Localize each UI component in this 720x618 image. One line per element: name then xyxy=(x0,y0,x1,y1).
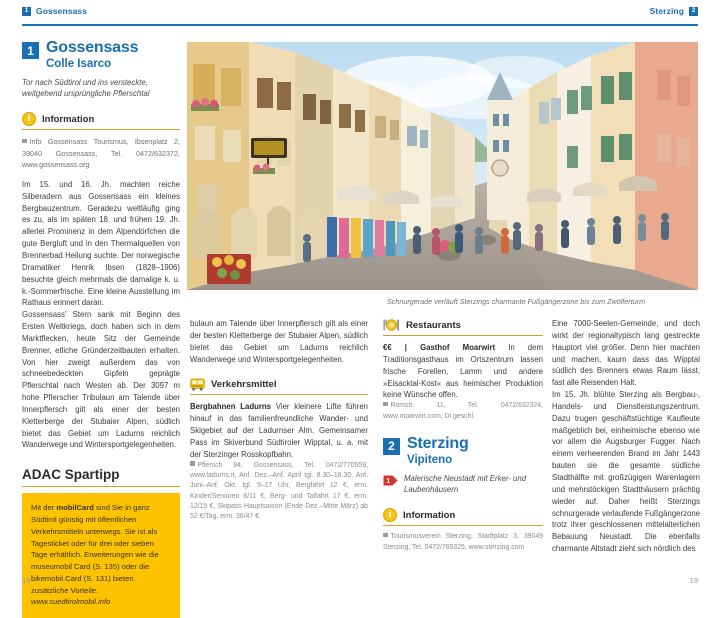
bus-icon xyxy=(190,378,205,391)
plate-icon xyxy=(383,318,400,332)
running-header xyxy=(0,0,720,22)
gossensass-subtitle: Tor nach Südtirol und ins versteckte, weitgehend ursprüngliche Pflerschtal xyxy=(22,77,150,99)
header-left-badge: 1 xyxy=(22,7,31,16)
page-number-right: 19 xyxy=(689,576,698,585)
sterzing-highlight-text: Malerische Neustadt mit Erker- und Laubenhäusern xyxy=(404,473,527,495)
column-two xyxy=(190,318,368,523)
restaurant-details-body: Romstr. 11, Tel. 0472/632324, www.moarwirt.com, Di geschl. xyxy=(383,402,543,420)
header-right-badge: 2 xyxy=(689,7,698,16)
sterzing-highlight xyxy=(383,473,543,496)
section-rule xyxy=(383,335,543,336)
street-photo xyxy=(187,42,698,290)
gossensass-body-two-cont: bulaun am Talende über Innerpflersch gilt als einer der besten Kletterberge der Stubaier Alpen, südlich bietet das Gebiet um Ladurns reichlich Wanderwege und Wintersportgelegenheiten. xyxy=(190,319,368,364)
transport-entry-name: Bergbahnen Ladurns xyxy=(190,402,272,412)
section-rule xyxy=(22,129,180,130)
section-rule xyxy=(190,394,368,395)
page-number-left: 18 xyxy=(22,576,31,585)
restaurant-entry-details xyxy=(383,401,543,422)
square-bullet-icon xyxy=(383,533,388,538)
transport-details-body: Pflersch 94, Gossensass, Tel. 0472/770559, www.ladurns.it, Anf. Dez.–Anf. April tgl. 8.30–16.30, Anf. Juni–Anf. Okt. tgl. 9–17 Uhr, Bergfahrt 12 €, erm. Kinder/Senioren 8/11 €, Berg- und Talfahrt 17 €, erm. 12/15 €, Skipass Hauptsaison (Ende Dez.–Mitte März) ab 52 €/Tag, erm. 36/47 €. xyxy=(190,461,368,521)
square-bullet-icon xyxy=(383,402,388,407)
header-left-label: Gossensass xyxy=(36,6,88,16)
transport-entry-details xyxy=(190,461,368,523)
gossensass-badge: 1 xyxy=(22,42,39,59)
adac-tip-url[interactable]: www.suedtirolmobil.info xyxy=(31,597,111,607)
gossensass-title xyxy=(22,40,180,70)
sterzing-information-label: Information xyxy=(403,509,456,521)
sterzing-information-head xyxy=(383,508,543,522)
transport-entry-text: Vier kleinere Lifte führen hinauf in das familienfreundliche Wander- und Skigebiet auf der Ladurnser Alm. Gemeinsamer Pass im Skiverbund Südtiroler Wipptal, u. a. mit der Sterzinger Rosskopfbahn. xyxy=(190,402,368,459)
restaurants-label: Restaurants xyxy=(406,319,461,331)
adac-tip-text-before: Mit der xyxy=(31,503,57,513)
running-header-right xyxy=(650,6,698,16)
column-four xyxy=(552,318,700,555)
restaurant-entry xyxy=(383,342,543,401)
gossensass-name-it: Colle Isarco xyxy=(46,57,112,70)
restaurants-head xyxy=(383,318,543,332)
square-bullet-icon xyxy=(22,139,27,144)
adac-tip-text-after: sind Sie in ganz Südtirol günstig mit öffentlichen Verkehrsmitteln unterwegs. Sie ist als Tagesticket oder für drei oder sieben Tage erhältlich. Erweiterungen wie die museumobil Card (S. 135) oder die bikemobil Card (S. 131) bieten zusätzliche Vorteile. xyxy=(31,503,159,595)
gossensass-names xyxy=(46,40,138,70)
gossensass-body-two: Gossensass' Stern sank mit Beginn des Ersten Weltkriegs, doch haben sich in dem Marktflecken, heute Sitz der Gemeinde Brenner, etliche Gründerzeitbauten erhalten. Von hier zweigt außerdem das von schneebedeckten Gipfeln geprägte Pflerschtal nach Westen ab. Der 3097 m hohe Pflerscher Tribulaun am Talende über Innerpflersch gilt als einer der besten Kletterberge der Stubaier Alpen, südlich bietet das Gebiet um Ladurns reichlich Wanderwege und Wintersportgelegenheiten. xyxy=(22,310,180,450)
sterzing-body-two: Im 15. Jh. blühte Sterzing als Bergbau-, Handels- und Dienstleistungszentrum. Dazu trugen geschäftstüchtige Kaufleute maßgeblich bei, einheimische ebenso wie vor allem die Augsburger Fugger. Nach einem verheerenden Brand im Jahr 1443 bauten sie die gesamte südliche Stadthälfte mit großzügigen Warenlagern und mehrstöckigen Stadthäusern prächtig wieder auf. Daher heißt Sterzings schnurgerade verlaufende Fußgängerzone trotz ihrer geschlossenen mittelalterlichen Bebauung Neustadt. Die ebenfalls charmante Altstadt zieht sich nördlich des xyxy=(552,390,700,554)
sterzing-information-body: Tourismusverein Sterzing, Stadtplatz 3, 39049 Sterzing, Tel. 0472/765325, www.sterzing.com xyxy=(383,533,543,551)
header-right-label: Sterzing xyxy=(649,6,684,16)
gossensass-name-de: Gossensass xyxy=(46,39,139,56)
gossensass-body-one: Im 15. und 16. Jh. machten reiche Silberadern aus Gossensass ein kleines Bergbauzentrum. Geradezu weltläufig ging es zu, als im späten 18. und frühen 19. Jh. allerlei Prominenz in dem Alpendörfchen die gute Bergluft und in den Thermalquellen von Brennerbad Heilung suchte. Der norwegische Dramatiker Henrik Ibsen (1828–1906) besuchte gleich mehrmals die damalige k. u. k.-Sommerfrische. Eine kleine Ausstellung im Rathaus erinnert daran. xyxy=(22,179,180,308)
column-three xyxy=(383,318,543,553)
svg-text:1: 1 xyxy=(386,477,391,485)
adac-tip-bold-term: mobilCard xyxy=(56,503,94,513)
photo-caption: Schnurgerade verläuft Sterzings charmante Fußgängerzone bis zum Zwölferturm xyxy=(387,297,646,306)
transport-label: Verkehrsmittel xyxy=(211,379,277,391)
restaurant-price-mark: €€ | xyxy=(383,343,407,352)
adac-tip-rule xyxy=(22,486,180,487)
info-icon xyxy=(22,112,36,126)
sterzing-name-de: Sterzing xyxy=(407,434,469,452)
sterzing-title xyxy=(383,436,543,466)
adac-tip-box xyxy=(22,493,180,618)
running-header-left xyxy=(22,6,87,16)
gossensass-information-label: Information xyxy=(42,113,95,125)
transport-head xyxy=(190,378,368,391)
sterzing-badge: 2 xyxy=(383,438,400,455)
header-divider xyxy=(22,24,698,26)
highlight-arrow-icon xyxy=(383,474,398,487)
column-one xyxy=(22,40,180,618)
gossensass-information-body: Info Gossensass Tourismus, Ibsenplatz 2, 39040 Gossensass, Tel. 0472/632372, www.gossensass.org xyxy=(22,137,180,169)
sterzing-body-one: Eine 7000-Seelen-Gemeinde, und doch wirkt der regionaltypisch lang gestreckte Hauptort viel größer. Denn hier machten und machen, kaum dass das Wipptal südlich des Brenners etwas Raum lässt, fast alle Reisenden Halt. xyxy=(552,319,700,388)
sterzing-information-text xyxy=(383,532,543,553)
gossensass-information-text xyxy=(22,136,180,169)
restaurant-entry-name: Gasthof Moarwirt xyxy=(420,343,496,352)
gossensass-information-head xyxy=(22,112,180,126)
sterzing-names xyxy=(407,436,469,466)
info-icon xyxy=(383,508,397,522)
sterzing-name-it: Vipiteno xyxy=(407,453,453,466)
square-bullet-icon xyxy=(190,461,195,466)
section-rule xyxy=(383,525,543,526)
transport-entry xyxy=(190,401,368,460)
restaurant-entry-text: In dem Traditionsgasthaus im Ortszentrum lassen frische Forellen, Lamm und andere »Eisacktal-Kost« aus heimischer Produktion keine Wünsche offen. xyxy=(383,343,543,400)
adac-tip-title: ADAC Spartipp xyxy=(22,467,120,483)
